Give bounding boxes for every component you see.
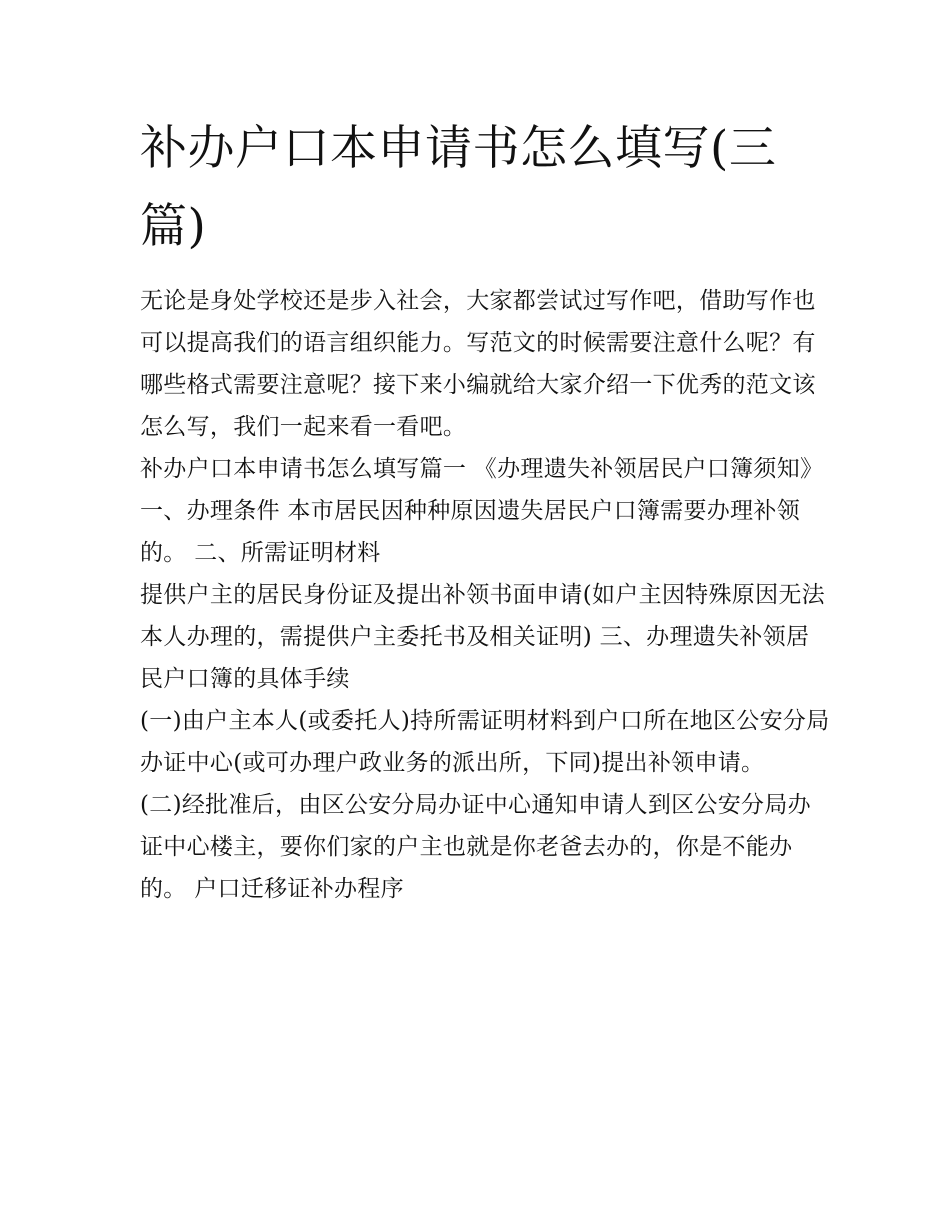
intro-paragraph: 无论是身处学校还是步入社会，大家都尝试过写作吧，借助写作也可以提高我们的语言组织能力。写范文的时候需要注意什么呢？有哪些格式需要注意呢？接下来小编就给大家介绍一下优秀的范文该怎么写，我们一起来看一看吧。	[140, 288, 816, 440]
procedure-step-two: (二)经批准后，由区公安分局办证中心通知申请人到区公安分局办证中心楼主，要你们家的户主也就是你老爸去办的，你是不能办的。 户口迁移证补办程序	[140, 792, 811, 902]
document-body	[140, 280, 830, 910]
document-title: 补办户口本申请书怎么填写(三篇)	[140, 121, 777, 254]
materials-paragraph: 提供户主的居民身份证及提出补领书面申请(如户主因特殊原因无法本人办理的，需提供户主委托书及相关证明) 三、办理遗失补领居民户口簿的具体手续	[140, 582, 825, 692]
section-one-paragraph: 补办户口本申请书怎么填写篇一 《办理遗失补领居民户口簿须知》 一、办理条件 本市居民因种种原因遗失居民户口簿需要办理补领的。 二、所需证明材料	[140, 456, 824, 566]
procedure-step-one: (一)由户主本人(或委托人)持所需证明材料到户口所在地区公安分局办证中心(或可办理户政业务的派出所，下同)提出补领申请。	[140, 708, 830, 776]
